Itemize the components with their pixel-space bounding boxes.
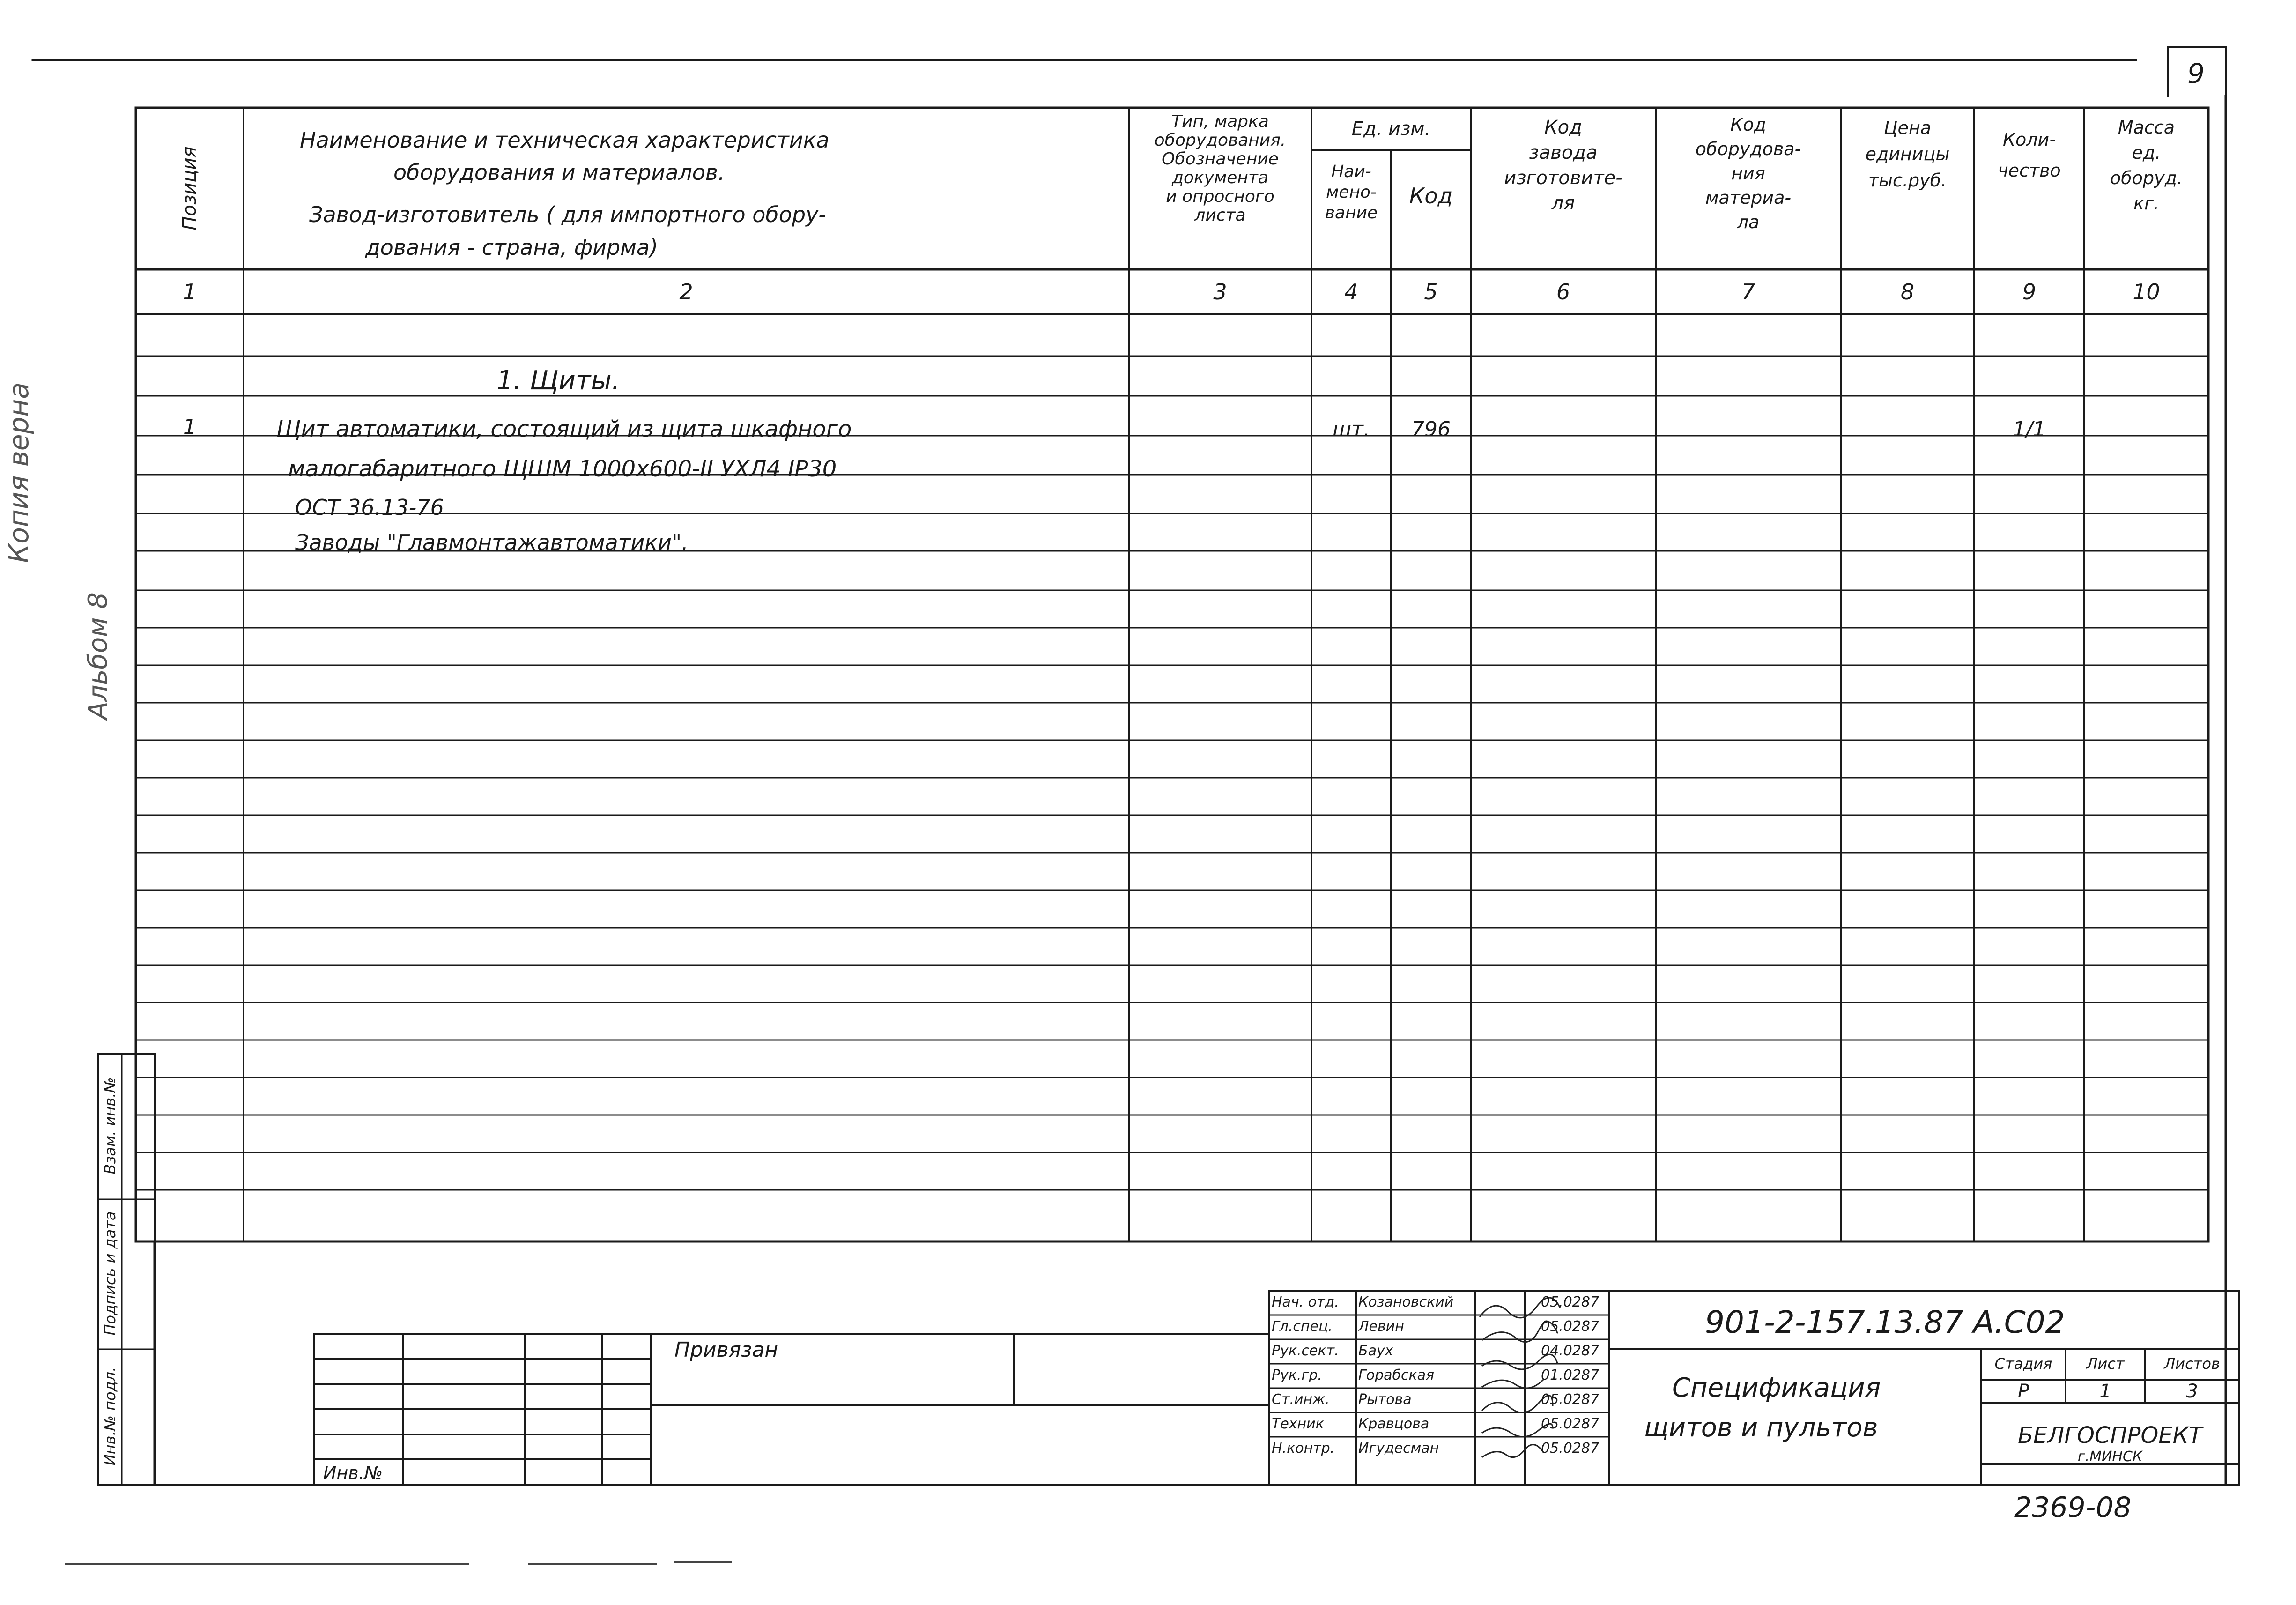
signoff-date: 05.0287 [1541, 1417, 1600, 1431]
signoff-role: Рук.сект. [1272, 1344, 1339, 1358]
item-line-4: Заводы "Главмонтажавтоматики". [295, 530, 689, 555]
header-factory-code-line: ля [1551, 193, 1575, 214]
section-title: 1. Щиты. [496, 365, 620, 396]
stage-label: Стадия [1994, 1355, 2052, 1373]
signoff-name: Кравцова [1358, 1417, 1429, 1431]
header-unit-group: Ед. изм. [1351, 118, 1431, 140]
header-equipment-code-line: оборудова- [1695, 139, 1801, 159]
frame-bottom-line [155, 1241, 2239, 1485]
organization-name: БЕЛГОСПРОЕКТ [2018, 1422, 2202, 1449]
signoff-role: Н.контр. [1272, 1442, 1335, 1456]
signoff-role: Техник [1272, 1417, 1324, 1431]
header-name-line4: дования - страна, фирма) [365, 235, 658, 260]
header-name-line3: Завод-изготовитель ( для импортного обору- [309, 202, 826, 227]
signoff-date: 01.0287 [1541, 1368, 1600, 1382]
header-equipment-code-line: ла [1737, 212, 1760, 232]
item-position: 1 [183, 415, 196, 439]
binding-block-lines [314, 1334, 1269, 1485]
header-unit-name [1311, 162, 1391, 223]
header-factory-code-line: изготовите- [1504, 167, 1622, 189]
stamp-inv-original: Инв.№ подл. [101, 1367, 119, 1466]
margin-album-note: Альбом 8 [83, 592, 113, 720]
sheets-label: Листов [2164, 1355, 2220, 1373]
document-title-line2: щитов и пультов [1644, 1412, 1878, 1443]
header-unit-name-line: вание [1325, 203, 1378, 223]
document-designation: 901-2-157.13.87 А.С02 [1705, 1304, 2065, 1340]
header-equipment-code-line: ния [1731, 163, 1765, 184]
colnum-4: 4 [1344, 279, 1358, 305]
header-mass-line: Масса [2118, 117, 2175, 138]
header-type-line: Тип, марка [1171, 112, 1269, 131]
header-type-line: оборудования. [1154, 131, 1286, 150]
margin-copy-note: Копия верна [3, 382, 35, 563]
header-type-line: документа [1172, 168, 1268, 187]
colnum-7: 7 [1741, 279, 1755, 305]
header-price [1841, 115, 1974, 193]
colnum-3: 3 [1213, 279, 1227, 305]
signoff-name: Баух [1358, 1344, 1393, 1358]
colnum-2: 2 [679, 279, 693, 305]
document-title-line1: Спецификация [1672, 1373, 1881, 1403]
sheet-label: Лист [2086, 1355, 2125, 1373]
header-equipment-code-line: материа- [1705, 187, 1792, 208]
signoff-role: Нач. отд. [1272, 1295, 1339, 1309]
organization-city: г.МИНСК [2077, 1449, 2143, 1465]
header-type-line: Обозначение [1162, 149, 1279, 169]
footer-code: 2369-08 [2014, 1491, 2132, 1524]
header-name-line2: оборудования и материалов. [393, 160, 725, 185]
stamp-replaced-inv: Взам. инв.№ [101, 1077, 119, 1174]
item-line-1: Щит автоматики, состоящий из щита шкафного [276, 416, 852, 442]
signoff-name: Левин [1358, 1320, 1404, 1334]
item-quantity: 1/1 [2013, 417, 2046, 441]
header-type-line: и опросного [1166, 187, 1274, 206]
signoff-role: Гл.спец. [1272, 1320, 1333, 1334]
header-price-line: тыс.руб. [1868, 170, 1947, 191]
colnum-1: 1 [183, 279, 197, 305]
stage-value: Р [2017, 1381, 2029, 1402]
signoff-name: Игудесман [1358, 1442, 1439, 1456]
signoff-name: Рытова [1358, 1393, 1412, 1407]
column-dividers [244, 108, 2084, 1241]
signoff-role: Рук.гр. [1272, 1368, 1322, 1382]
header-mass [2084, 115, 2208, 216]
header-quantity-line: Коли- [2003, 129, 2056, 150]
signoff-date: 04.0287 [1541, 1344, 1600, 1358]
stamp-signature-date: Подпись и дата [101, 1211, 119, 1336]
item-unit-code: 796 [1411, 417, 1451, 441]
scan-artifact-lines [66, 1562, 731, 1564]
header-position: Позиция [179, 146, 200, 230]
colnum-6: 6 [1556, 279, 1570, 305]
header-price-line: единицы [1865, 144, 1950, 164]
colnum-9: 9 [2022, 279, 2037, 305]
header-type-line: листа [1194, 206, 1246, 225]
page-number: 9 [2187, 58, 2205, 89]
header-equipment-code [1656, 112, 1841, 234]
colnum-5: 5 [1424, 279, 1438, 305]
item-line-3: ОСТ 36.13-76 [295, 495, 444, 520]
binding-label: Привязан [674, 1338, 778, 1362]
signoff-role: Ст.инж. [1272, 1393, 1330, 1407]
signoff-date: 05.0287 [1541, 1295, 1600, 1309]
header-type-mark [1129, 112, 1311, 225]
header-unit-name-line: Наи- [1331, 162, 1371, 181]
binding-inv: Инв.№ [323, 1463, 383, 1483]
signoff-name: Горабская [1358, 1368, 1435, 1382]
header-name-line1: Наименование и техническая характеристика [300, 127, 830, 153]
header-mass-line: оборуд. [2110, 168, 2183, 188]
colnum-10: 10 [2133, 279, 2160, 305]
header-mass-line: кг. [2133, 193, 2159, 214]
header-equipment-code-line: Код [1730, 114, 1766, 135]
header-factory-code-line: Код [1544, 117, 1582, 138]
signoff-name: Козановский [1358, 1295, 1454, 1309]
signoff-date: 05.0287 [1541, 1320, 1600, 1334]
sheets-value: 3 [2186, 1381, 2198, 1402]
header-unit-name-line: мено- [1326, 183, 1377, 202]
header-mass-line: ед. [2132, 142, 2161, 163]
sheet-value: 1 [2099, 1381, 2111, 1402]
header-quantity [1974, 124, 2084, 186]
item-line-2: малогабаритного ЩШМ 1000x600-II УХЛ4 IP30 [288, 456, 837, 482]
colnum-8: 8 [1900, 279, 1915, 305]
table-border [136, 108, 2208, 1241]
header-price-line: Цена [1883, 118, 1931, 138]
signoff-date: 05.0287 [1541, 1442, 1600, 1456]
header-quantity-line: чество [1998, 160, 2061, 181]
signoff-date: 05.0287 [1541, 1393, 1600, 1407]
item-unit: шт. [1333, 417, 1370, 441]
header-factory-code-line: завода [1529, 142, 1598, 163]
header-factory-code [1471, 115, 1656, 216]
header-unit-code: Код [1409, 183, 1453, 208]
